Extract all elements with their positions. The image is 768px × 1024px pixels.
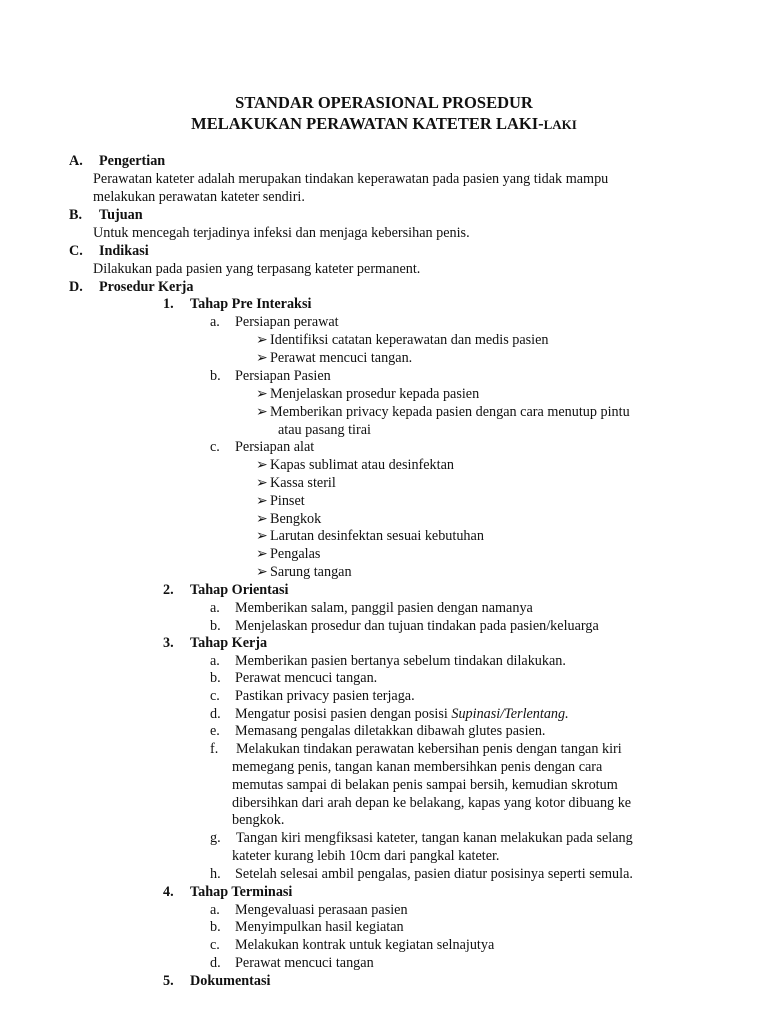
sub-item-label: a. — [210, 653, 220, 669]
sub-item-text: Persiapan Pasien — [235, 368, 331, 384]
arrowhead-bullet-icon: ➢ — [256, 528, 268, 544]
sub-item-text: Persiapan perawat — [235, 314, 339, 330]
sub-item-text: Memberikan salam, panggil pasien dengan namanya — [235, 600, 533, 616]
bullet-item — [256, 474, 336, 492]
sub-item-label: d. — [210, 955, 221, 971]
arrowhead-bullet-icon: ➢ — [256, 404, 268, 420]
bullet-item — [256, 349, 412, 367]
sub-item — [210, 918, 404, 936]
sub-item-label: b. — [210, 919, 221, 935]
sub-item-text: Melakukan tindakan perawatan kebersihan penis dengan tangan kiri — [236, 741, 622, 757]
sub-item-label: a. — [210, 600, 220, 616]
bullet-item — [256, 545, 320, 563]
sub-item-text: Tangan kiri mengfiksasi kateter, tangan kanan melakukan pada selang — [236, 830, 633, 846]
sub-item-continuation: bengkok. — [232, 812, 285, 828]
sub-item-text: Menjelaskan prosedur dan tujuan tindakan pada pasien/keluarga — [235, 618, 599, 634]
step-title: Tahap Pre Interaksi — [190, 296, 312, 312]
sub-item-text-plain: Mengatur posisi pasien dengan posisi — [235, 706, 452, 722]
bullet-item — [256, 385, 479, 403]
bullet-item — [256, 492, 305, 510]
bullet-text: Larutan desinfektan sesuai kebutuhan — [270, 528, 484, 544]
step-4-heading — [163, 883, 293, 901]
step-title: Dokumentasi — [190, 973, 271, 989]
bullet-text: Kapas sublimat atau desinfektan — [270, 457, 454, 473]
title-line-2 — [0, 114, 768, 134]
sub-item-label: g. — [210, 830, 221, 846]
step-number: 3. — [163, 635, 174, 651]
sub-item-continuation: memegang penis, tangan kanan membersihkan penis dengan cara — [232, 759, 603, 775]
sub-item — [210, 313, 339, 331]
sub-item — [210, 599, 533, 617]
sub-item — [210, 687, 415, 705]
bullet-text: Sarung tangan — [270, 564, 352, 580]
sub-item-text: Melakukan kontrak untuk kegiatan selnajutya — [235, 937, 495, 953]
bullet-item — [256, 403, 630, 421]
sub-item-label: e. — [210, 723, 220, 739]
sub-item-label: c. — [210, 937, 220, 953]
section-title: Tujuan — [99, 207, 143, 223]
step-number: 5. — [163, 973, 174, 989]
sub-item-continuation: kateter kurang lebih 10cm dari pangkal kateter. — [232, 848, 500, 864]
bullet-text: Pengalas — [270, 546, 321, 562]
sub-item — [210, 367, 331, 385]
sub-item-label: c. — [210, 688, 220, 704]
bullet-item — [256, 456, 454, 474]
bullet-continuation: atau pasang tirai — [278, 422, 371, 438]
sub-item — [210, 438, 315, 456]
sub-item-label: d. — [210, 706, 221, 722]
paragraph-line: melakukan perawatan kateter sendiri. — [93, 189, 305, 205]
sub-item — [210, 617, 599, 635]
sub-item-label: c. — [210, 439, 220, 455]
sub-item — [210, 740, 622, 758]
bullet-item — [256, 563, 352, 581]
section-title: Indikasi — [99, 243, 149, 259]
section-marker: D. — [69, 279, 83, 295]
arrowhead-bullet-icon: ➢ — [256, 350, 268, 366]
bullet-text: Memberikan privacy kepada pasien dengan cara menutup pintu — [270, 404, 630, 420]
bullet-text: Kassa steril — [270, 475, 336, 491]
section-d-heading — [69, 278, 194, 296]
step-2-heading — [163, 581, 289, 599]
sub-item — [210, 669, 378, 687]
arrowhead-bullet-icon: ➢ — [256, 511, 268, 527]
arrowhead-bullet-icon: ➢ — [256, 493, 268, 509]
section-marker: A. — [69, 153, 83, 169]
section-title: Pengertian — [99, 153, 166, 169]
sub-item-label: a. — [210, 902, 220, 918]
arrowhead-bullet-icon: ➢ — [256, 546, 268, 562]
sub-item-text: Memberikan pasien bertanya sebelum tindakan dilakukan. — [235, 653, 566, 669]
sub-item-continuation: dibersihkan dari arah depan ke belakang, kapas yang kotor dibuang ke — [232, 795, 632, 811]
sub-item-label: a. — [210, 314, 220, 330]
sub-item-text: Persiapan alat — [235, 439, 315, 455]
sub-item — [210, 936, 495, 954]
paragraph-line: Dilakukan pada pasien yang terpasang kateter permanent. — [93, 261, 421, 277]
step-number: 4. — [163, 884, 174, 900]
sub-item-continuation: memutas sampai di belakan penis sampai bersih, kemudian skrotum — [232, 777, 618, 793]
sub-item-text: Setelah selesai ambil pengalas, pasien diatur posisinya seperti semula. — [235, 866, 633, 882]
section-a-heading — [69, 152, 166, 170]
step-3-heading — [163, 634, 268, 652]
sub-item-text — [235, 705, 569, 723]
step-title: Tahap Terminasi — [190, 884, 293, 900]
title-small-caps: LAKI — [543, 117, 577, 132]
bullet-item — [256, 331, 549, 349]
bullet-text: Identifiksi catatan keperawatan dan medis pasien — [270, 332, 549, 348]
sub-item-label: b. — [210, 670, 221, 686]
bullet-item — [256, 527, 484, 545]
bullet-text: Pinset — [270, 493, 305, 509]
section-marker: B. — [69, 207, 83, 223]
sub-item-text: Perawat mencuci tangan — [235, 955, 374, 971]
title-line-1: STANDAR OPERASIONAL PROSEDUR — [235, 93, 533, 112]
sub-item — [210, 829, 633, 847]
bullet-text: Bengkok — [270, 511, 322, 527]
sub-item-text: Perawat mencuci tangan. — [235, 670, 378, 686]
sub-item — [210, 954, 374, 972]
bullet-text: Menjelaskan prosedur kepada pasien — [270, 386, 480, 402]
step-5-heading — [163, 972, 271, 990]
step-number: 2. — [163, 582, 174, 598]
step-title: Tahap Orientasi — [190, 582, 289, 598]
sub-item — [210, 901, 408, 919]
sub-item-label: h. — [210, 866, 221, 882]
sub-item — [210, 865, 633, 883]
arrowhead-bullet-icon: ➢ — [256, 332, 268, 348]
arrowhead-bullet-icon: ➢ — [256, 457, 268, 473]
sub-item-label: f. — [210, 741, 219, 757]
step-1-heading — [163, 295, 312, 313]
paragraph-line: Perawatan kateter adalah merupakan tindakan keperawatan pada pasien yang tidak mampu — [93, 171, 609, 187]
sub-item-text: Memasang pengalas diletakkan dibawah glutes pasien. — [235, 723, 546, 739]
arrowhead-bullet-icon: ➢ — [256, 564, 268, 580]
sub-item-label: b. — [210, 368, 221, 384]
bullet-text: Perawat mencuci tangan. — [270, 350, 413, 366]
sub-item — [210, 652, 566, 670]
section-title: Prosedur Kerja — [99, 279, 194, 295]
sub-item-text: Mengevaluasi perasaan pasien — [235, 902, 408, 918]
title-main: MELAKUKAN PERAWATAN KATETER LAKI- — [191, 114, 544, 133]
paragraph-line: Untuk mencegah terjadinya infeksi dan menjaga kebersihan penis. — [93, 225, 470, 241]
bullet-item — [256, 510, 321, 528]
sub-item-text: Pastikan privacy pasien terjaga. — [235, 688, 415, 704]
section-marker: C. — [69, 243, 83, 259]
sub-item-text: Menyimpulkan hasil kegiatan — [235, 919, 404, 935]
sub-item — [210, 705, 569, 723]
sub-item — [210, 722, 546, 740]
step-number: 1. — [163, 296, 174, 312]
arrowhead-bullet-icon: ➢ — [256, 386, 268, 402]
section-c-heading — [69, 242, 149, 260]
step-title: Tahap Kerja — [190, 635, 268, 651]
sub-item-text-italic: Supinasi/Terlentang. — [451, 706, 569, 722]
section-b-heading — [69, 206, 143, 224]
arrowhead-bullet-icon: ➢ — [256, 475, 268, 491]
sub-item-label: b. — [210, 618, 221, 634]
